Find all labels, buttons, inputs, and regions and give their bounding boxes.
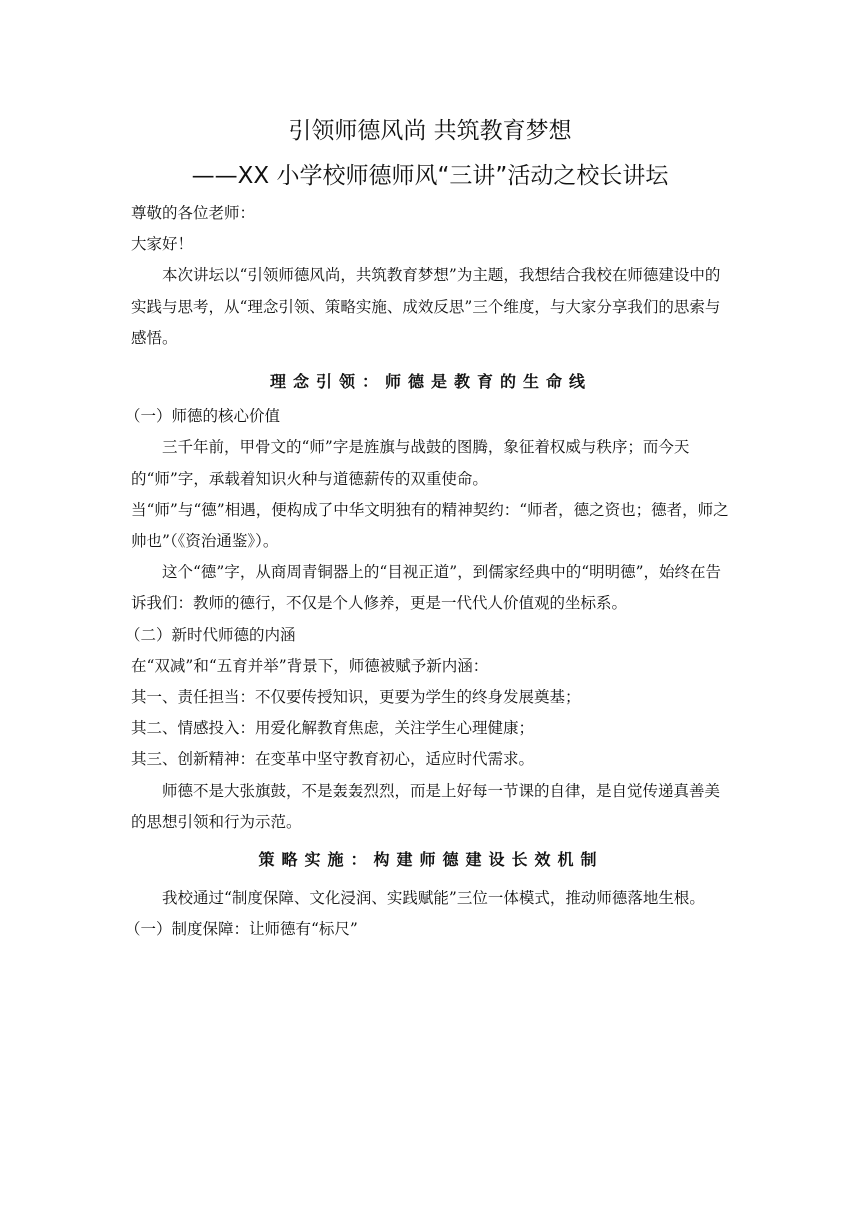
list-item-innovation: 其三、创新精神：在变革中坚守教育初心，适应时代需求。 bbox=[131, 750, 535, 769]
subheading-new-era: （二）新时代师德的内涵 bbox=[125, 625, 296, 644]
section-heading-2: 策略实施：构建师德建设长效机制 bbox=[258, 850, 604, 870]
subheading-core-value: （一）师德的核心价值 bbox=[125, 407, 281, 426]
list-item-emotion: 其二、情感投入：用爱化解教育焦虑，关注学生心理健康； bbox=[131, 719, 535, 738]
list-item-responsibility: 其一、责任担当：不仅要传授知识，更要为学生的终身发展奠基； bbox=[131, 688, 581, 707]
document-body bbox=[125, 198, 731, 946]
document-title: 引领师德风尚 共筑教育梦想 bbox=[288, 118, 572, 144]
subheading-institutional: （一）制度保障：让师德有“标尺” bbox=[125, 920, 358, 939]
salutation: 尊敬的各位老师： bbox=[131, 204, 256, 222]
paragraph-oracle-bone: 三千年前，甲骨文的“师”字是旌旗与战鼓的图腾，象征着权威与秩序；而今天的“师”字，承载着知识火种与道德薪传的双重使命。 bbox=[131, 438, 690, 488]
document-subtitle: ——XX 小学校师德师风“三讲”活动之校长讲坛 bbox=[191, 163, 669, 189]
paragraph-spiritual-contract: 当“师”与“德”相遇，便构成了中华文明独有的精神契约：“师者，德之资也；德者，师之帅也”（《资治通鉴》）。 bbox=[131, 500, 729, 551]
paragraph-self-discipline: 师德不是大张旗鼓，不是轰轰烈烈，而是上好每一节课的自律，是自觉传递真善美的思想引领和行为示范。 bbox=[131, 781, 721, 831]
greeting: 大家好！ bbox=[131, 235, 194, 254]
paragraph-de-character: 这个“德”字，从商周青铜器上的“目视正道”，到儒家经典中的“明明德”，始终在告诉我们：教师的德行，不仅是个人修养，更是一代代人价值观的坐标系。 bbox=[131, 563, 722, 613]
intro-paragraph: 本次讲坛以“引领师德风尚，共筑教育梦想”为主题，我想结合我校在师德建设中的实践与思考，从“理念引领、策略实施、成效反思”三个维度，与大家分享我们的思索与感悟。 bbox=[131, 266, 721, 347]
paragraph-three-in-one: 我校通过“制度保障、文化浸润、实践赋能”三位一体模式，推动师德落地生根。 bbox=[162, 889, 705, 908]
paragraph-new-connotation: 在“双减”和“五育并举”背景下，师德被赋予新内涵： bbox=[131, 656, 489, 675]
section-heading-1: 理念引领：师德是教育的生命线 bbox=[269, 372, 592, 392]
